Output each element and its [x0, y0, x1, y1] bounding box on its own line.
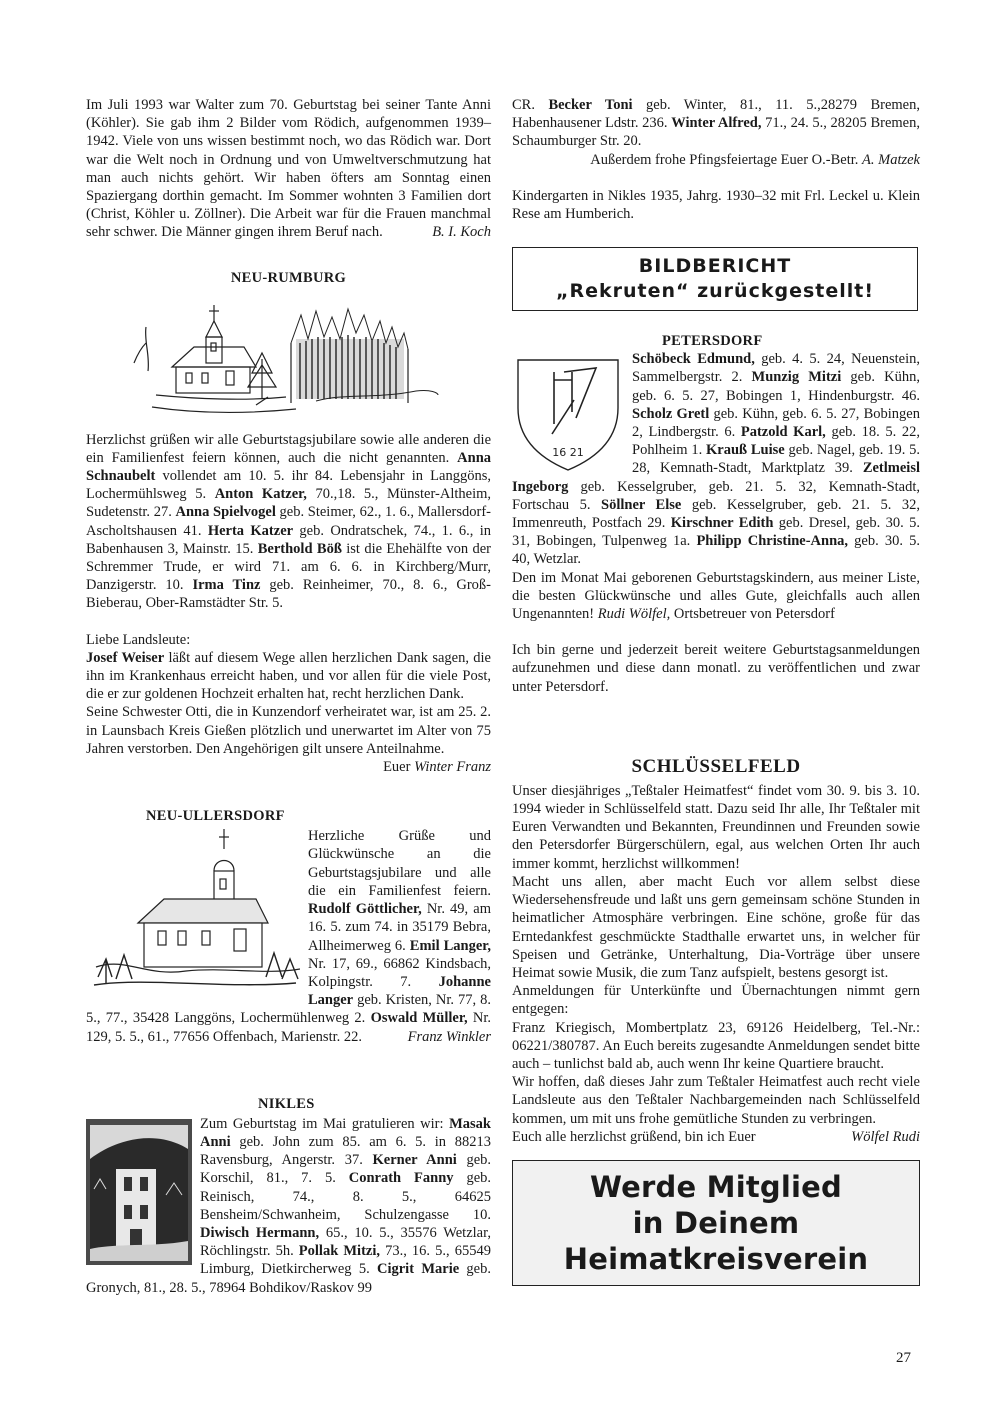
nikles-section [86, 1115, 491, 1297]
signature-winkler: Franz Winkler [407, 1028, 491, 1045]
emblem-year: 16 21 [552, 446, 584, 460]
person-name: Johanne Langer [308, 973, 491, 1009]
page-number: 27 [896, 1350, 911, 1366]
neu-rumburg-text: Herzlichst grüßen wir alle Geburtstagsjubilare sowie alle anderen die ein Familienfest feiern können, auch die nicht genannten. Anna Schnaubelt vollendet am 10. 5. ihr 84. Lebensjahr in Langgöns, Lochermühlsweg 5. Anton Katzer, 70.,18. 5., Münster-Altheim, Sudetenstr. 27. Anna Spielvogel geb. Steimer, 62., 1. 6., Mallersdorf-Ascholtshausen 41. Herta Katzer geb. Ondratschek, 74., 1. 6., in Babenhausen 3, Mainstr. 15. Berthold Böß ist die Ehehälfte von der Schremmer Trude, er wird 71. am 6. 6. in Kirchberg/Murr, Danzigerstr. 10. Irma Tinz geb. Reinheimer, 70., 8. 6., Groß-Bieberau, Ober-Ramstädter Str. 5. [86, 431, 492, 612]
bildbericht-title: BILDBERICHT [638, 255, 792, 278]
neu-rumburg-heading: NEU-RUMBURG [230, 269, 347, 286]
person-name: Anna Schnaubelt [86, 449, 492, 485]
membership-line-2: in Deinem [632, 1205, 800, 1240]
cr-birthdays: CR. Becker Toni geb. Winter, 81., 11. 5.,28279 Bremen, Habenhausener Ldstr. 236. Winter Alfred, 71., 24. 5., 28205 Bremen, Schaumburger Str. 20. [512, 97, 920, 150]
person-name: Berthold Böß [257, 540, 342, 557]
petersdorf-heading: PETERSDORF [662, 333, 763, 350]
nikles-kindergarten-photo [86, 1119, 192, 1265]
neu-ullersdorf-church-illustration [86, 827, 300, 991]
person-name: Pollak Mitzi, [298, 1243, 380, 1260]
petersdorf-more: Ich bin gerne und jederzeit bereit weitere Geburtstagsanmeldungen aufzunehmen und diese dann monatl. zu veröffentlichen und zwar unter Petersdorf. [512, 642, 920, 695]
sf-paragraph-2: Macht uns allen, aber macht Euch vor allem selbst diese Wiedersehensfreude und laßt uns gern gemeinsam schöne Stunden in heimatlicher Atmosphäre verbringen. Eine schöne, große für das Erntedankfest geschmückte Stadthalle erwartet uns, in welcher für Speisen und Getränke, Unterhaltung, Dia-Vorträge über unsere Heimat sowie Musik, die zum Tanz aufspielt, bestens gesorgt ist. [512, 873, 920, 981]
josef-weiser-text: Josef Weiser läßt auf diesem Wege allen herzlichen Dank sagen, die ihn im Krankenhaus erreicht haben, und vor allen für die viele Post, die er zur goldenen Hochzeit erhalten hat, recht herzlichen Dank. [86, 649, 491, 703]
neu-ullersdorf-section [86, 827, 491, 1045]
signature-winter: Euer Winter Franz [383, 759, 491, 776]
signature-woelfel-rudi: Wölfel Rudi [851, 1128, 920, 1145]
neu-ullersdorf-heading: NEU-ULLERSDORF [146, 808, 285, 825]
bildbericht-box [512, 247, 918, 311]
signature-woelfel: Rudi Wölfel, [597, 606, 671, 623]
person-name: Irma Tinz [192, 577, 261, 594]
person-name: Rudolf Göttlicher, [308, 901, 422, 918]
petersdorf-section [512, 350, 920, 623]
person-name: Josef Weiser [86, 649, 165, 666]
nikles-heading: NIKLES [258, 1095, 315, 1112]
signature-matzek: A. Matzek [862, 151, 920, 168]
person-name: Masak Anni [200, 1115, 491, 1150]
sf-closing: Euch alle herzlichst grüßend, bin ich Euer Wölfel Rudi [512, 1128, 920, 1145]
petersdorf-greeting: Den im Monat Mai geborenen Geburtstagskindern, aus meiner Liste, die besten Glückwünsche und alles Gute, gleichfalls auch allen Ungenannten! Rudi Wölfel, Ortsbetreuer von Petersdorf [512, 569, 920, 623]
sf-paragraph-3: Anmeldungen für Unterkünfte und Übernachtungen nimmt gern entgegen: [512, 983, 920, 1018]
signature-koch: B. I. Koch [432, 224, 491, 241]
person-name: Oswald Müller, [370, 1010, 468, 1027]
person-name: Schöbeck Edmund, [632, 351, 755, 368]
person-name: Philipp Christine-Anna, [696, 533, 849, 550]
person-name: Herta Katzer [207, 522, 294, 539]
person-name: Scholz Gretl [632, 405, 710, 422]
person-name: Becker Toni [548, 97, 633, 113]
photo-drawing [86, 1119, 192, 1265]
person-name: Winter Alfred, [671, 115, 762, 132]
membership-line-1: Werde Mitglied [590, 1169, 842, 1204]
kindergarten-caption: Kindergarten in Nikles 1935, Jahrg. 1930–32 mit Frl. Leckel u. Klein Rese am Humberich. [512, 187, 920, 223]
schluesselfeld-heading: SCHLÜSSELFELD [631, 755, 801, 777]
person-name: Diwisch Hermann, [200, 1224, 320, 1241]
bildbericht-subtitle: „Rekruten“ zurückgestellt! [555, 280, 875, 303]
person-name: Patzold Karl, [740, 424, 826, 441]
person-name: Conrath Fanny [348, 1170, 454, 1187]
church-drawing [86, 303, 491, 421]
sf-paragraph-1: Unser diesjähriges „Teßtaler Heimatfest“ findet vom 30. 9. bis 3. 10. 1994 wieder in Schlüsselfeld statt. Dazu seid Ihr alle, Ihr Teßtaler mit Euren Verwandten und Bekannten, Freundinnen und Freunden sowie den Petersdorfer Bürgerschülern, egal, aus welchen Orten Ihr auch immer kommt, herzlichst willkommen! [512, 782, 920, 872]
person-name: Emil Langer, [409, 937, 491, 954]
person-name: Anna Spielvogel [175, 504, 276, 521]
person-name: Söllner Else [601, 496, 682, 513]
person-name: Munzig Mitzi [751, 369, 842, 386]
neu-ullersdorf-text: Herzliche Grüße und Glückwünsche an die Geburtstagsjubilare und alle die ein Familienfest feiern. Rudolf Göttlicher, Nr. 49, am 16. 5. zum 74. in 35179 Bebra, Allheimerweg 6. Emil Langer, Nr. 17, 69., 66862 Kindsbach, Kolpingstr. 7. Johanne Langer geb. Kristen, Nr. 77, 8. 5., 77., 35428 Langgöns, Lochermühlenweg 2. Oswald Müller, Nr. 129, 5. 5., 61., 77656 Offenbach, Marienstr. 22. Franz Winkler [86, 828, 491, 1045]
liebe-landsleute: Liebe Landsleute: [86, 631, 191, 648]
cr-greeting: Außerdem frohe Pfingsfeiertage Euer O.-Betr. A. Matzek [590, 151, 920, 168]
sf-paragraph-5: Wir hoffen, daß dieses Jahr zum Teßtaler Heimatfest auch recht viele Landsleute aus den Teßtaler Nachbargemeinden nach Schlüsselfeld kommen, um mit uns frohe gemütliche Stunden zu verbringen. [512, 1074, 920, 1127]
person-name: Cigrit Marie [377, 1261, 460, 1278]
neu-rumburg-church-illustration [86, 303, 491, 421]
left-column [86, 96, 491, 1297]
person-name: Krauß Luise [706, 442, 785, 459]
walter-article: Im Juli 1993 war Walter zum 70. Geburtstag bei seiner Tante Anni (Köhler). Sie gab ihm 2 Bilder vom Rödich, aufgenommen 1939–1942. Viele von uns wissen bestimmt noch, wo das Rödich war. Dort war die Welt noch in Ordnung und von Umweltverschmutzung hat man auch nichts gehört. Wir haben öfters am Sonntag einen Spaziergang dorthin gemacht. Im Sommer wohnten 3 Familien dort (Christ, Köhler u. Zöllner). Die Arbeit war für die Frauen manchmal sehr schwer. Die Männer gingen ihrem Beruf nach. B. I. Koch [86, 97, 491, 241]
coat-of-arms-icon [512, 352, 624, 472]
person-name: Kirschner Edith [670, 515, 774, 532]
petersdorf-emblem [512, 352, 624, 472]
person-name: Zetlmeisl Ingeborg [512, 460, 920, 495]
person-name: Anton Katzer, [214, 486, 307, 503]
nikles-text: Zum Geburtstag im Mai gratulieren wir: Masak Anni geb. John zum 85. am 6. 5. in 88213 Ravensburg, Angerstr. 37. Kerner Anni geb. Korschil, 81., 7. 5. Conrath Fanny geb. Reinisch, 74., 8. 5., 64625 Bensheim/Schwanheim, Schulzengasse 10. Diwisch Hermann, 65., 10. 5., 35576 Wetzlar, Röchlingstr. 5h. Pollak Mitzi, 73., 16. 5., 65549 Limburg, Dietkircherweg 5. Cigrit Marie geb. Gronych, 81., 28. 5., 78964 Bohdikov/Raskov 99 [86, 1115, 492, 1296]
membership-ad-box [512, 1160, 920, 1286]
person-name: Kerner Anni [372, 1152, 457, 1169]
otti-text: Seine Schwester Otti, die in Kunzendorf verheiratet war, ist am 25. 2. in Launsbach Kreis Gießen plötzlich und unerwartet im Alter von 75 Jahren verstorben. Den Angehörigen gilt unsere Anteilnahme. Euer Winter Franz [86, 704, 491, 776]
sf-paragraph-4: Franz Kriegisch, Mombertplatz 23, 69126 Heidelberg, Tel.-Nr.: 06221/380787. An Euch bereits zugesandte Anmeldungen sendet bitte auch – tunlichst bald ab, auch wenn Ihr keine Quartiere braucht. [512, 1019, 920, 1072]
church-drawing-2 [86, 827, 300, 991]
petersdorf-text: Schöbeck Edmund, geb. 4. 5. 24, Neuenstein, Sammelbergstr. 2. Munzig Mitzi geb. Kühn, geb. 6. 5. 27, Bobingen 1, Hindenburgstr. 46. Scholz Gretl geb. Kühn, geb. 6. 5. 27, Bobingen 2, Lindbergstr. 6. Patzold Karl, geb. 18. 5. 22, Pohlheim 1. Krauß Luise geb. Nagel, geb. 19. 5. 28, Kemnath-Stadt, Marktplatz 39. Zetlmeisl Ingeborg geb. Kesselgruber, geb. 21. 5. 32, Kemnath-Stadt, Fortschau 5. Söllner Else geb. Kesselgruber, geb. 21. 5. 32, Immenreuth, Postfach 29. Kirschner Edith geb. Dresel, geb. 30. 5. 31, Bobingen, Tulpenweg 1a. Philipp Christine-Anna, geb. 30. 5. 40, Wetzlar. [512, 351, 921, 568]
membership-line-3: Heimatkreisverein [563, 1241, 869, 1276]
right-column [512, 96, 920, 1286]
